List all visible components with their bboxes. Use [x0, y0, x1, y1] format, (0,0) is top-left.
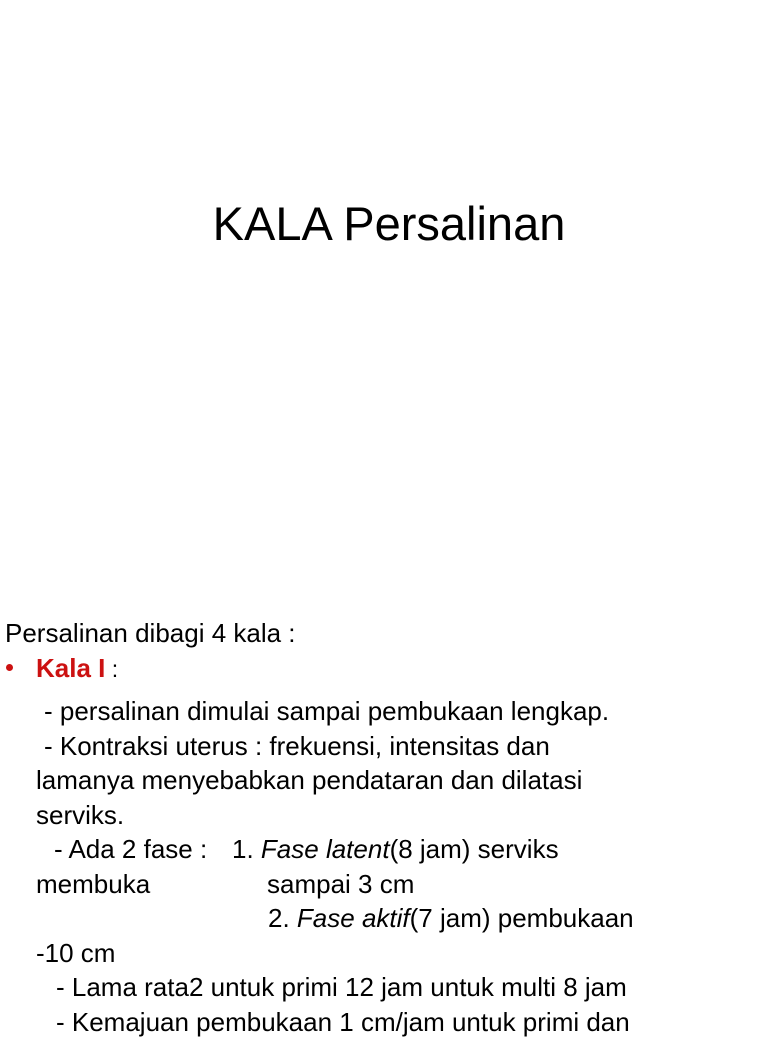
list-item-kala-1 — [0, 651, 768, 687]
detail-line-1: - persalinan dimulai sampai pembukaan lengkap. — [0, 694, 768, 729]
detail-line-10cm: -10 cm — [0, 936, 768, 971]
membuka-label: membuka — [0, 867, 232, 902]
fase-row-2 — [0, 867, 768, 902]
fase-row-3 — [0, 901, 768, 936]
kala-1-colon: : — [105, 656, 118, 682]
fase-aktif-detail: (7 jam) pembukaan — [410, 903, 634, 933]
detail-line-3: lamanya menyebabkan pendataran dan dilatasi — [0, 763, 768, 798]
bullet-dot-icon — [6, 664, 13, 671]
spacer — [0, 686, 768, 694]
page-title: KALA Persalinan — [213, 196, 566, 252]
title-container — [0, 196, 768, 252]
fase-aktif-name: Fase aktif — [297, 903, 410, 933]
detail-line-4: serviks. — [0, 798, 768, 833]
detail-line-2: - Kontraksi uterus : frekuensi, intensitas dan — [0, 729, 768, 764]
sampai-3-cm-label: sampai 3 cm — [267, 869, 414, 899]
ada-2-fase-label: - Ada 2 fase : — [0, 832, 232, 867]
intro-line — [0, 616, 768, 651]
intro-text: Persalinan dibagi 4 kala : — [5, 618, 296, 648]
body-content — [0, 616, 768, 1039]
detail-line-kemajuan: - Kemajuan pembukaan 1 cm/jam untuk primi dan — [0, 1005, 768, 1039]
fase-aktif-number: 2. — [268, 903, 290, 933]
fase-latent-name: Fase latent — [261, 834, 390, 864]
detail-line-lama-rata2: - Lama rata2 untuk primi 12 jam untuk multi 8 jam — [0, 970, 768, 1005]
kala-1-label: Kala I — [36, 653, 105, 683]
fase-row-1 — [0, 832, 768, 867]
fase-latent-number: 1. — [232, 834, 254, 864]
fase-latent-detail: (8 jam) serviks — [390, 834, 559, 864]
